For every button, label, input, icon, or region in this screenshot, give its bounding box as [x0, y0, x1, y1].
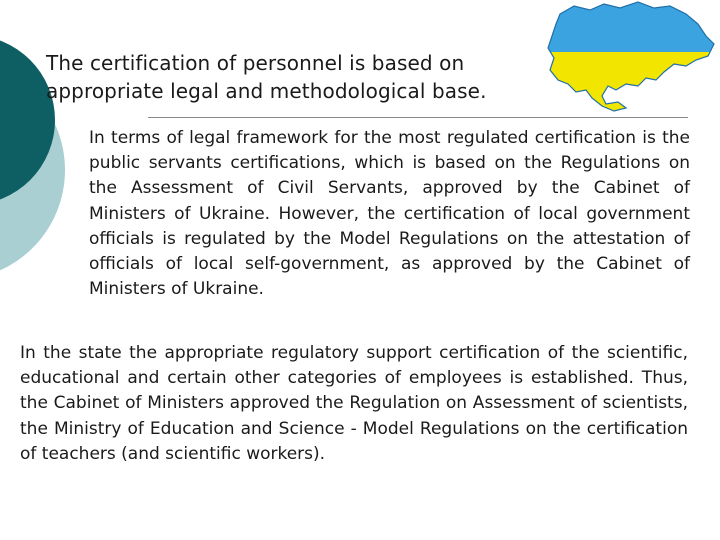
ukraine-map-icon [546, 0, 716, 112]
paragraph-legal-framework: In terms of legal framework for the most regulated certification is the public servants certifications, which is based on the Regulations on the Assessment of Civil Servants, approved by the Cabinet of Ministers of Ukraine. However, the certification of local government officials is regulated by the Model Regulations on the attestation of officials of local self-government, as approved by the Cabinet of Ministers of Ukraine. [89, 128, 690, 300]
flag-yellow-band [546, 52, 716, 112]
slide-title: The certification of personnel is based on appropriate legal and methodological base. [46, 51, 487, 103]
decorative-circles [0, 0, 80, 300]
paragraph-regulatory-support: In the state the appropriate regulatory support certification of the scientific, educational and certain other categories of employees is established. Thus, the Cabinet of Ministers approved the Regulation on Assessment of scientists, the Ministry of Education and Science - Model Regulations on the certification of teachers (and scientific workers). [20, 343, 688, 464]
title-divider [148, 117, 688, 118]
